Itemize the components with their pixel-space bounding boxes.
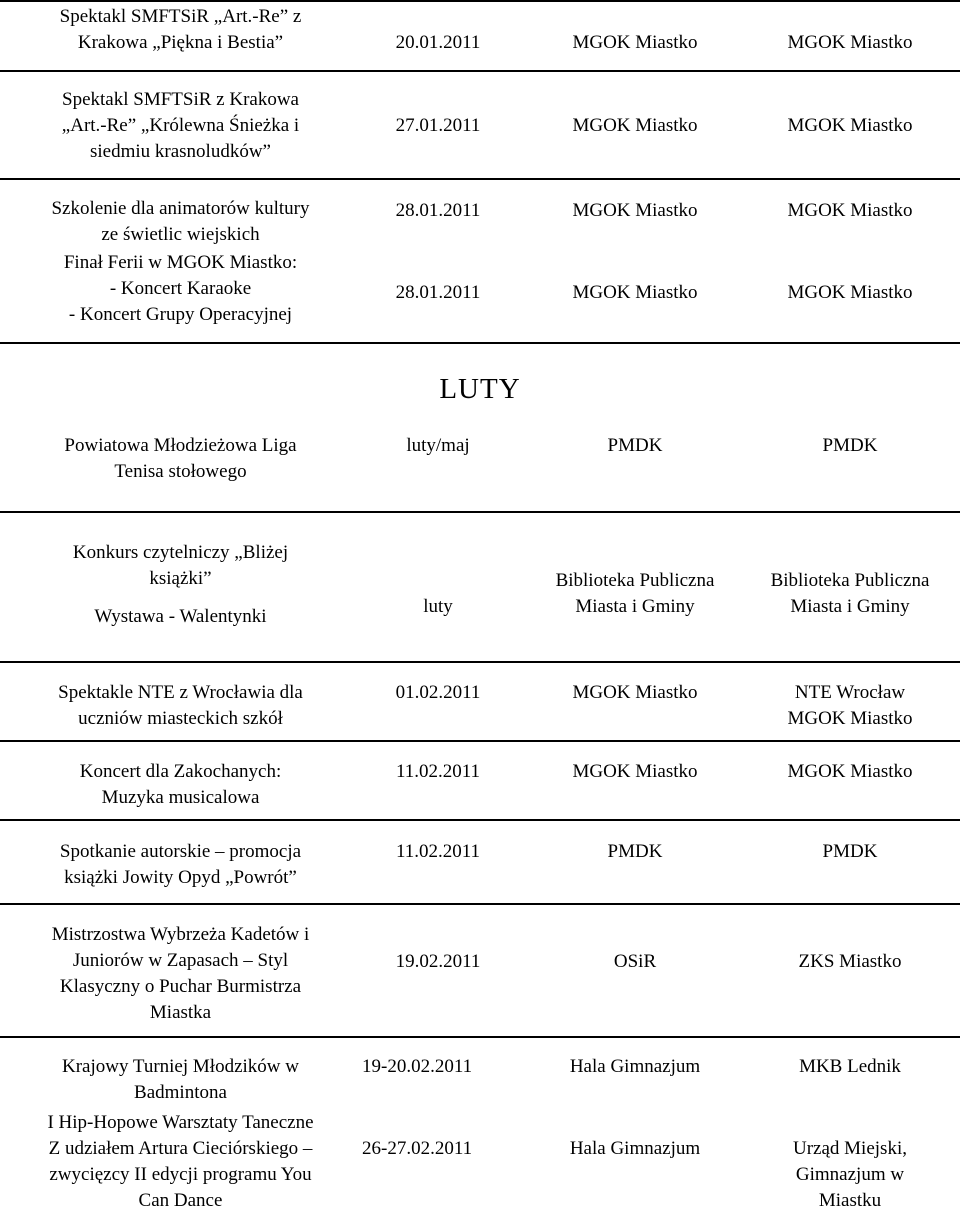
row-separator (0, 1036, 960, 1038)
row-separator (0, 661, 960, 663)
event-date: 27.01.2011 (395, 115, 481, 136)
event-organizer: MGOK Miastko (787, 761, 913, 782)
event-place: MGOK Miastko (572, 682, 698, 703)
event-name: Mistrzostwa Wybrzeża Kadetów i Juniorów w Zapasach – Styl Klasyczny o Puchar Burmistrza Miastka (51, 924, 310, 1023)
event-date: 11.02.2011 (395, 841, 481, 862)
event-date: 28.01.2011 (395, 200, 481, 221)
event-name: Spotkanie autorskie – promocja książki Jowity Opyd „Powrót” (59, 841, 302, 888)
row-separator (0, 70, 960, 72)
event-date: 01.02.2011 (395, 682, 481, 703)
event-place: Hala Gimnazjum (569, 1056, 701, 1077)
event-date: 11.02.2011 (395, 761, 481, 782)
row-separator (0, 903, 960, 905)
event-organizer: MKB Lednik (799, 1056, 901, 1077)
row-separator (0, 819, 960, 821)
event-organizer: Biblioteka Publiczna Miasta i Gminy (770, 570, 930, 617)
row-separator (0, 342, 960, 344)
event-name: Spektakl SMFTSiR „Art.-Re” z Krakowa „Piękna i Bestia” (59, 6, 302, 53)
event-date: luty (423, 596, 453, 617)
event-name: Spektakl SMFTSiR z Krakowa „Art.-Re” „Królewna Śnieżka i siedmiu krasnoludków” (61, 89, 300, 162)
event-place: Hala Gimnazjum (569, 1138, 701, 1159)
event-name: Konkurs czytelniczy „Bliżej książki” Wystawa - Walentynki (72, 542, 289, 627)
event-place: MGOK Miastko (572, 282, 698, 303)
month-heading: LUTY (439, 373, 521, 405)
event-organizer: Urząd Miejski, Gimnazjum w Miastku (793, 1138, 907, 1211)
row-separator (0, 511, 960, 513)
event-organizer: NTE Wrocław MGOK Miastko (787, 682, 913, 729)
event-place: MGOK Miastko (572, 200, 698, 221)
event-date: 20.01.2011 (395, 32, 481, 53)
event-name: Spektakle NTE z Wrocławia dla uczniów miasteckich szkół (58, 682, 303, 729)
event-organizer: ZKS Miastko (798, 951, 902, 972)
event-name: Szkolenie dla animatorów kultury ze świetlic wiejskich (51, 198, 310, 245)
event-place: MGOK Miastko (572, 761, 698, 782)
event-organizer: MGOK Miastko (787, 32, 913, 53)
event-name: Koncert dla Zakochanych: Muzyka musicalowa (79, 761, 282, 808)
event-date: luty/maj (406, 435, 470, 456)
event-date: 28.01.2011 (395, 282, 481, 303)
event-date: 19-20.02.2011 (362, 1056, 473, 1077)
event-organizer: MGOK Miastko (787, 115, 913, 136)
row-separator (0, 178, 960, 180)
event-name: I Hip-Hopowe Warsztaty Taneczne Z udziałem Artura Ciecіórskiego – zwycięzcy II edycji programu You Can Dance (47, 1112, 314, 1211)
event-place: MGOK Miastko (572, 32, 698, 53)
event-organizer: PMDK (822, 841, 878, 862)
event-name: Powiatowa Młodzieżowa Liga Tenisa stołowego (64, 435, 297, 482)
event-organizer: MGOK Miastko (787, 282, 913, 303)
row-separator (0, 0, 960, 2)
event-date: 26-27.02.2011 (362, 1138, 473, 1159)
event-place: OSiR (613, 951, 657, 972)
event-place: MGOK Miastko (572, 115, 698, 136)
event-name: Finał Ferii w MGOK Miastko: - Koncert Karaoke - Koncert Grupy Operacyjnej (63, 252, 298, 325)
event-organizer: PMDK (822, 435, 878, 456)
event-date: 19.02.2011 (395, 951, 481, 972)
event-place: PMDK (607, 841, 663, 862)
event-place: PMDK (607, 435, 663, 456)
row-separator (0, 740, 960, 742)
event-place: Biblioteka Publiczna Miasta i Gminy (555, 570, 715, 617)
event-organizer: MGOK Miastko (787, 200, 913, 221)
event-name: Krajowy Turniej Młodzików w Badmintona (62, 1056, 299, 1103)
